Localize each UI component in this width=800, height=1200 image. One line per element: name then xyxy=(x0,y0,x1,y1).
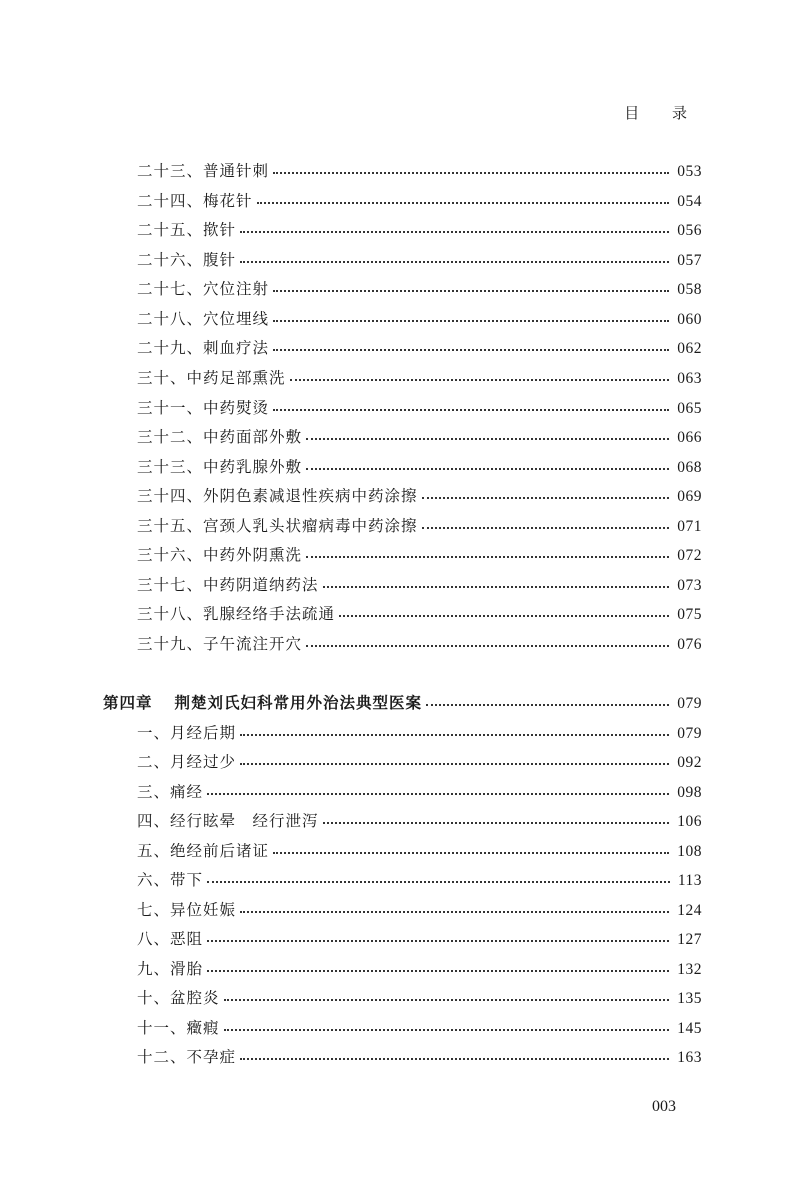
toc-entry-label: 三、痛经 xyxy=(137,783,204,801)
running-head: 目 录 xyxy=(624,104,701,122)
dot-leader xyxy=(207,793,669,795)
dot-leader xyxy=(426,704,669,706)
toc-entry-label: 三十一、中药熨烫 xyxy=(137,399,270,417)
dot-leader xyxy=(273,320,669,322)
toc-entry-page: 135 xyxy=(677,990,702,1007)
dot-leader xyxy=(422,527,670,529)
dot-leader xyxy=(240,734,669,736)
dot-leader xyxy=(273,172,669,174)
toc-entry-page: 068 xyxy=(677,459,702,476)
dot-leader xyxy=(224,1029,670,1031)
toc-entry-label: 三十八、乳腺经络手法疏通 xyxy=(137,605,336,623)
toc-entry[interactable] xyxy=(137,957,702,981)
toc-entry-page: 062 xyxy=(677,340,702,357)
toc-entry-label: 二十七、穴位注射 xyxy=(137,280,270,298)
toc-entry-label: 七、异位妊娠 xyxy=(137,901,237,919)
toc-entry-page: 132 xyxy=(677,961,702,978)
toc-entry-label: 二十四、梅花针 xyxy=(137,192,253,210)
toc-entry-page: 060 xyxy=(677,311,702,328)
toc-entry[interactable] xyxy=(137,1016,702,1040)
toc-entry-page: 071 xyxy=(677,518,702,535)
toc-entry[interactable] xyxy=(137,986,702,1010)
toc-entry-label: 十二、不孕症 xyxy=(137,1048,237,1066)
toc-entry[interactable] xyxy=(137,632,702,656)
toc-entry-label: 二十六、腹针 xyxy=(137,251,237,269)
toc-entry-label: 六、带下 xyxy=(137,871,204,889)
toc-entry-page: 075 xyxy=(677,606,702,623)
dot-leader xyxy=(306,438,669,440)
toc-entry-label: 三十三、中药乳腺外敷 xyxy=(137,458,303,476)
toc-entry-page: 069 xyxy=(677,488,702,505)
toc-entry-page: 053 xyxy=(677,163,702,180)
toc-entry-page: 108 xyxy=(677,843,702,860)
toc-entry-page: 066 xyxy=(677,429,702,446)
toc-entry-page: 079 xyxy=(677,695,702,712)
toc-entry[interactable] xyxy=(137,425,702,449)
dot-leader xyxy=(323,822,670,824)
toc-entry-page: 163 xyxy=(677,1049,702,1066)
dot-leader xyxy=(273,349,669,351)
dot-leader xyxy=(273,409,669,411)
dot-leader xyxy=(257,202,670,204)
toc-entry-label: 八、恶阻 xyxy=(137,930,204,948)
dot-leader xyxy=(273,852,669,854)
toc-entry-label: 十、盆腔炎 xyxy=(137,989,220,1007)
toc-entry-page: 106 xyxy=(677,813,702,830)
dot-leader xyxy=(323,586,670,588)
toc-entry-label: 五、绝经前后诸证 xyxy=(137,842,270,860)
toc-entry[interactable] xyxy=(137,396,702,420)
toc-entry[interactable] xyxy=(137,927,702,951)
page-number: 003 xyxy=(652,1098,676,1115)
dot-leader xyxy=(273,290,669,292)
dot-leader xyxy=(240,911,669,913)
toc-entry-label: 三十二、中药面部外敷 xyxy=(137,428,303,446)
toc-entry-label: 十一、癥瘕 xyxy=(137,1019,220,1037)
dot-leader xyxy=(207,940,669,942)
toc-entry-page: 056 xyxy=(677,222,702,239)
toc-entry-label: 二十五、揿针 xyxy=(137,221,237,239)
toc-entry-label: 三十四、外阴色素减退性疾病中药涂擦 xyxy=(137,487,418,505)
dot-leader xyxy=(207,970,669,972)
toc-entry-label: 四、经行眩晕 经行泄泻 xyxy=(137,812,319,830)
toc-entry-label: 三十六、中药外阴熏洗 xyxy=(137,546,303,564)
toc-entry-page: 092 xyxy=(677,754,702,771)
toc-entry[interactable] xyxy=(137,839,702,863)
toc-entry-label: 二十八、穴位埋线 xyxy=(137,310,270,328)
dot-leader xyxy=(240,261,669,263)
toc-entry[interactable] xyxy=(137,750,702,774)
toc-entry[interactable] xyxy=(137,514,702,538)
toc-entry[interactable] xyxy=(137,602,702,626)
dot-leader xyxy=(290,379,670,381)
toc-entry-page: 127 xyxy=(677,931,702,948)
dot-leader xyxy=(207,881,670,883)
toc-entry-page: 098 xyxy=(677,784,702,801)
toc-entry[interactable] xyxy=(137,721,702,745)
toc-entry-page: 073 xyxy=(677,577,702,594)
toc-entry[interactable] xyxy=(137,543,702,567)
dot-leader xyxy=(422,497,670,499)
toc-entry-page: 113 xyxy=(677,872,702,889)
toc-entry-page: 124 xyxy=(677,902,702,919)
toc-entry-label: 三十、中药足部熏洗 xyxy=(137,369,286,387)
toc-entry[interactable] xyxy=(137,455,702,479)
toc-entry[interactable] xyxy=(137,307,702,331)
dot-leader xyxy=(240,763,669,765)
toc-entry-page: 079 xyxy=(677,725,702,742)
toc-entry[interactable] xyxy=(137,218,702,242)
toc-entry-label: 九、滑胎 xyxy=(137,960,204,978)
toc-entry[interactable] xyxy=(137,484,702,508)
toc-entry-page: 058 xyxy=(677,281,702,298)
toc-entry-page: 072 xyxy=(677,547,702,564)
toc-entry-page: 065 xyxy=(677,400,702,417)
toc-entry-page: 054 xyxy=(677,193,702,210)
toc-entry[interactable] xyxy=(137,868,702,892)
toc-entry[interactable] xyxy=(137,780,702,804)
toc-entry[interactable] xyxy=(137,809,702,833)
toc-entry-label: 三十九、子午流注开穴 xyxy=(137,635,303,653)
chapter-heading[interactable] xyxy=(103,691,702,715)
dot-leader xyxy=(306,468,669,470)
toc-entry-page: 057 xyxy=(677,252,702,269)
toc-entry[interactable] xyxy=(137,277,702,301)
toc-entry[interactable] xyxy=(137,248,702,272)
toc-entry[interactable] xyxy=(137,573,702,597)
dot-leader xyxy=(240,1058,669,1060)
toc-entry[interactable] xyxy=(137,1045,702,1069)
chapter-name: 荆楚刘氏妇科常用外治法典型医案 xyxy=(174,694,423,712)
toc-entry[interactable] xyxy=(137,366,702,390)
chapter-title xyxy=(103,691,426,715)
dot-leader xyxy=(306,556,669,558)
toc-entry[interactable] xyxy=(137,336,702,360)
dot-leader xyxy=(339,615,669,617)
toc-entry[interactable] xyxy=(137,189,702,213)
dot-leader xyxy=(240,231,669,233)
dot-leader xyxy=(224,999,670,1001)
dot-leader xyxy=(306,645,669,647)
toc-entry-label: 一、月经后期 xyxy=(137,724,237,742)
toc-entry-page: 063 xyxy=(677,370,702,387)
toc-entry[interactable] xyxy=(137,898,702,922)
toc-entry-label: 三十七、中药阴道纳药法 xyxy=(137,576,319,594)
toc-entry-label: 二十三、普通针刺 xyxy=(137,162,270,180)
toc-entry-label: 二、月经过少 xyxy=(137,753,237,771)
toc-entry[interactable] xyxy=(137,159,702,183)
toc-entry-page: 145 xyxy=(677,1020,702,1037)
toc-entry-page: 076 xyxy=(677,636,702,653)
chapter-number: 第四章 xyxy=(103,694,153,712)
toc-entry-label: 二十九、刺血疗法 xyxy=(137,339,270,357)
toc-entry-label: 三十五、宫颈人乳头状瘤病毒中药涂擦 xyxy=(137,517,418,535)
